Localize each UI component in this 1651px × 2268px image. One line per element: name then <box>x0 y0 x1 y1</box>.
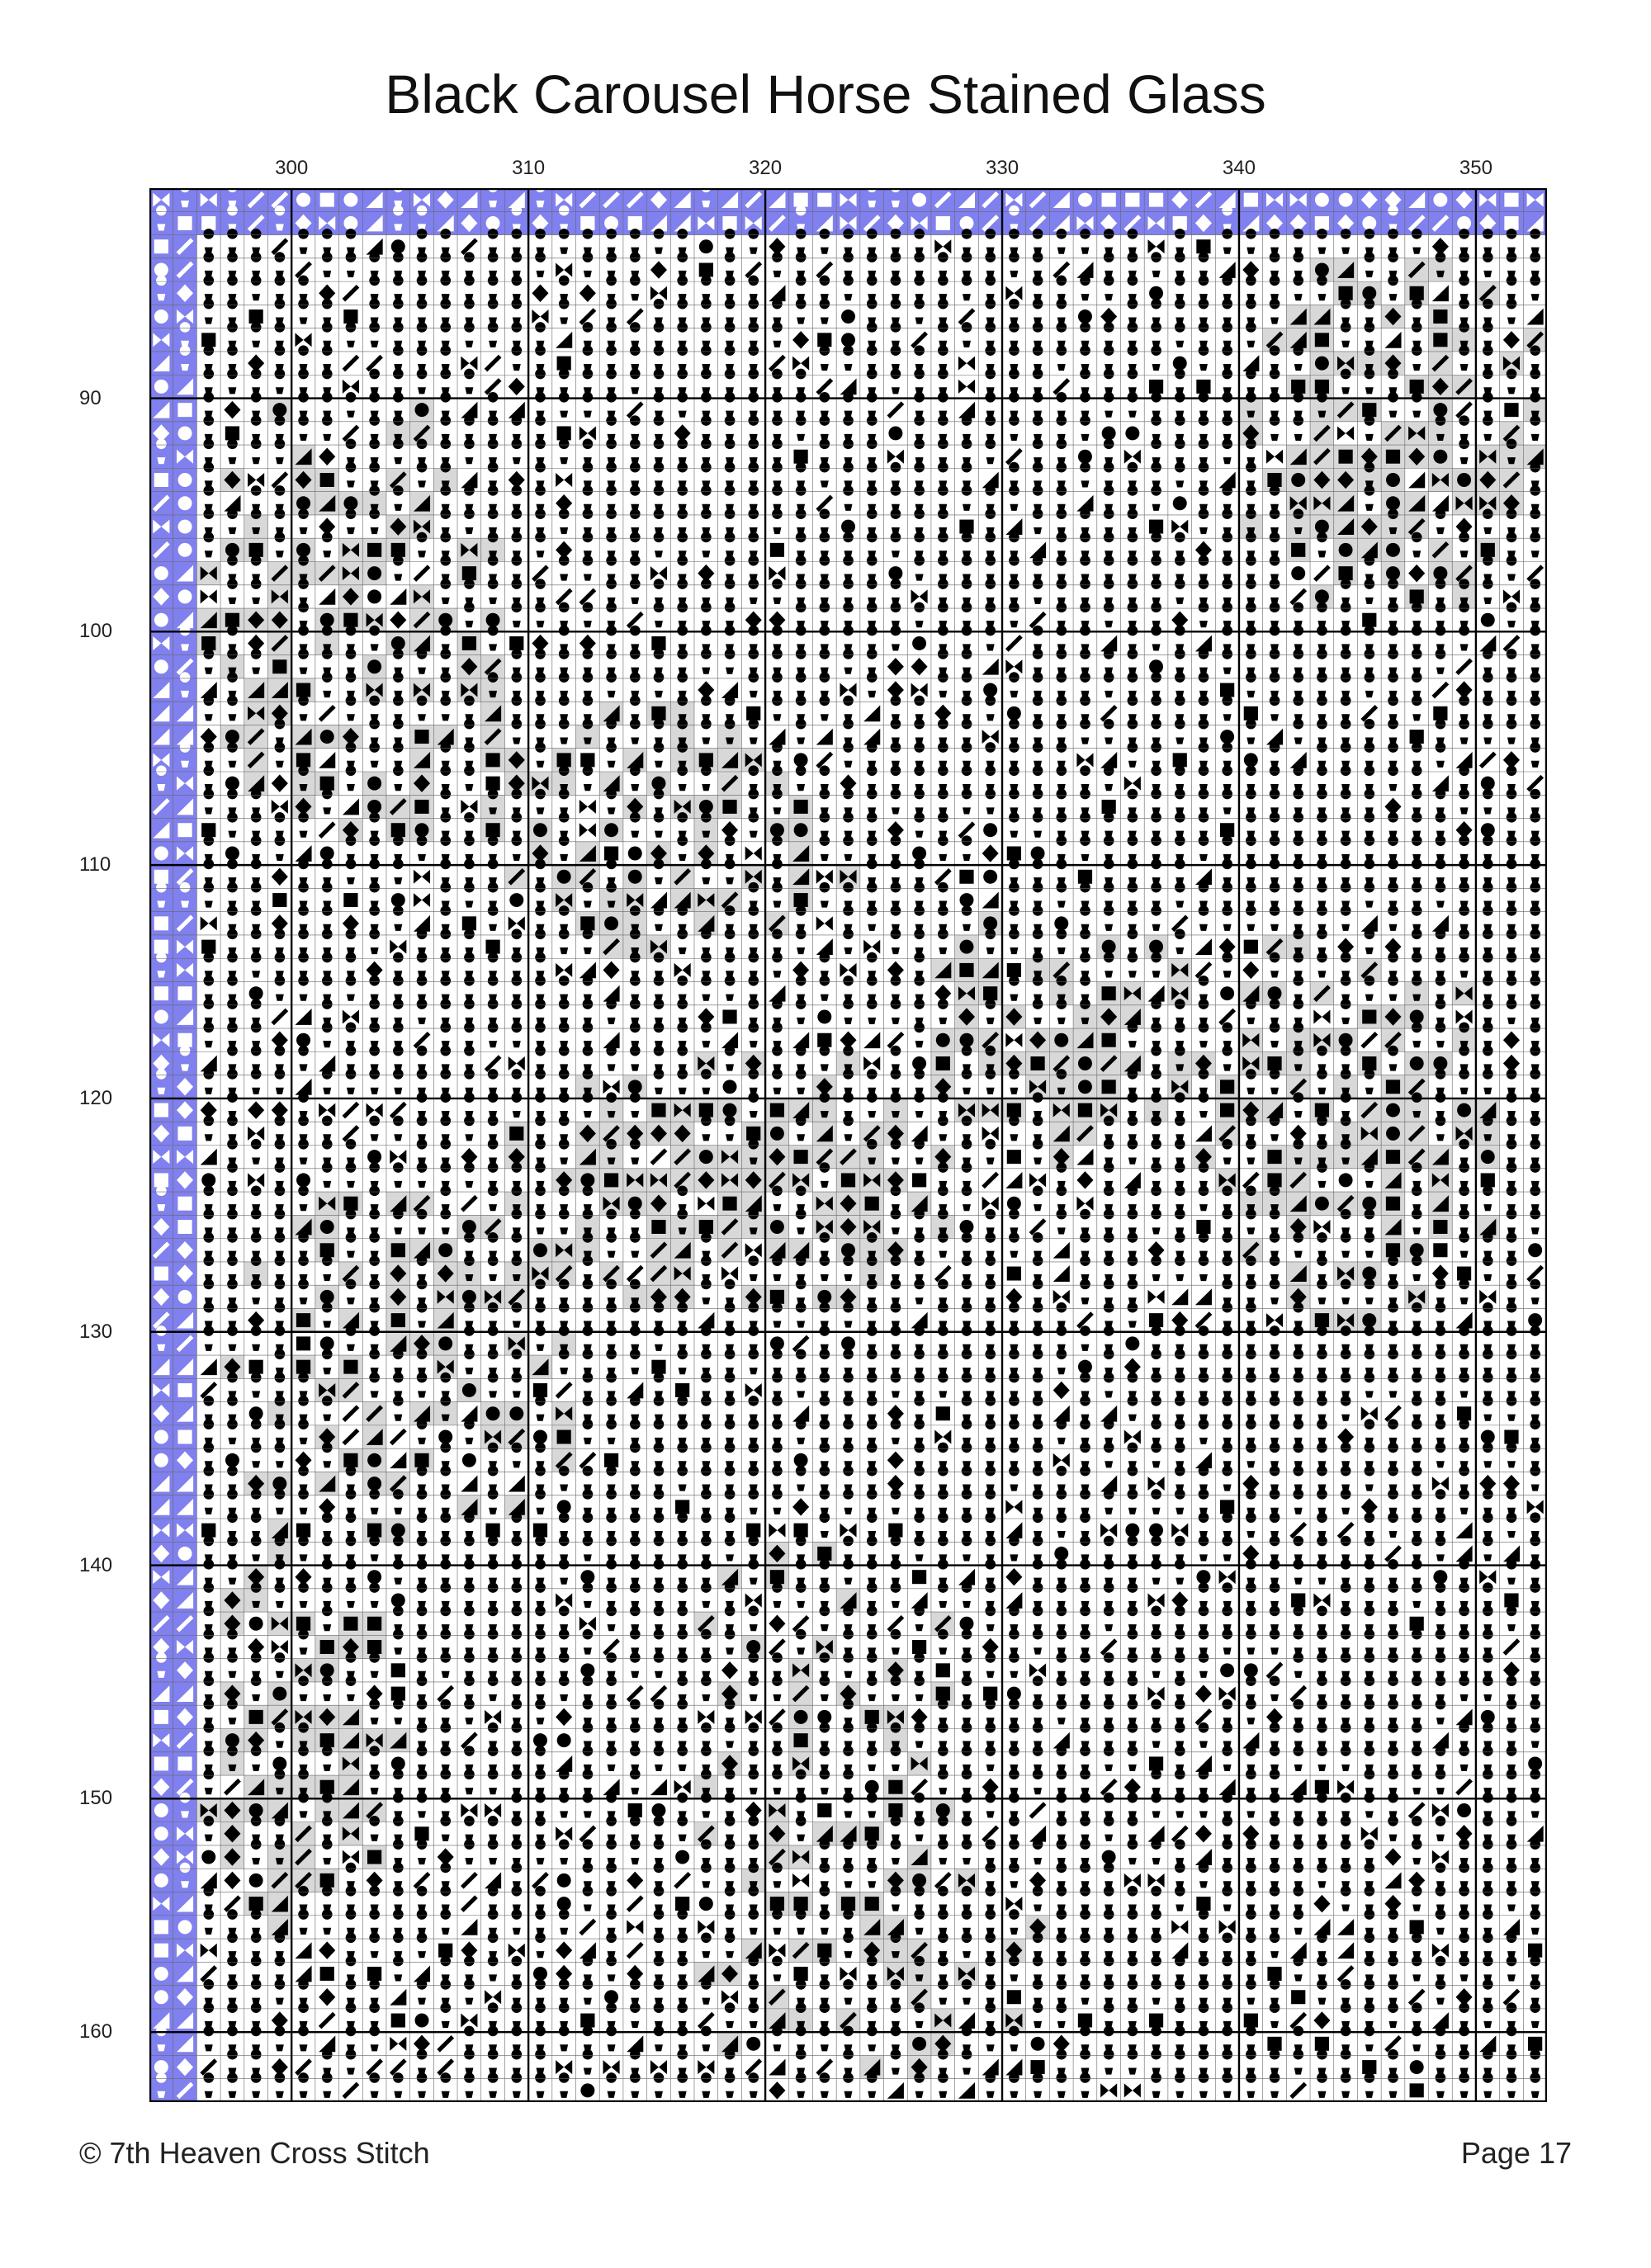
column-label: 350 <box>1459 157 1493 179</box>
page-title: Black Carousel Horse Stained Glass <box>385 64 1266 125</box>
column-label: 320 <box>749 157 783 179</box>
page-number: Page 17 <box>1460 2136 1572 2170</box>
row-label: 100 <box>79 620 113 643</box>
row-label: 110 <box>79 853 111 876</box>
copyright-footer: © 7th Heaven Cross Stitch <box>79 2136 430 2170</box>
column-label: 310 <box>512 157 546 179</box>
row-label: 160 <box>79 2020 113 2044</box>
row-label: 130 <box>79 1320 113 1343</box>
stitch-grid <box>149 188 1547 2102</box>
row-label: 150 <box>79 1787 113 1810</box>
row-label: 140 <box>79 1553 113 1576</box>
row-label: 90 <box>79 386 102 409</box>
column-label: 300 <box>275 157 309 179</box>
column-label: 340 <box>1222 157 1256 179</box>
column-label: 330 <box>985 157 1019 179</box>
cross-stitch-chart <box>149 188 1547 2102</box>
row-label: 120 <box>79 1086 113 1109</box>
